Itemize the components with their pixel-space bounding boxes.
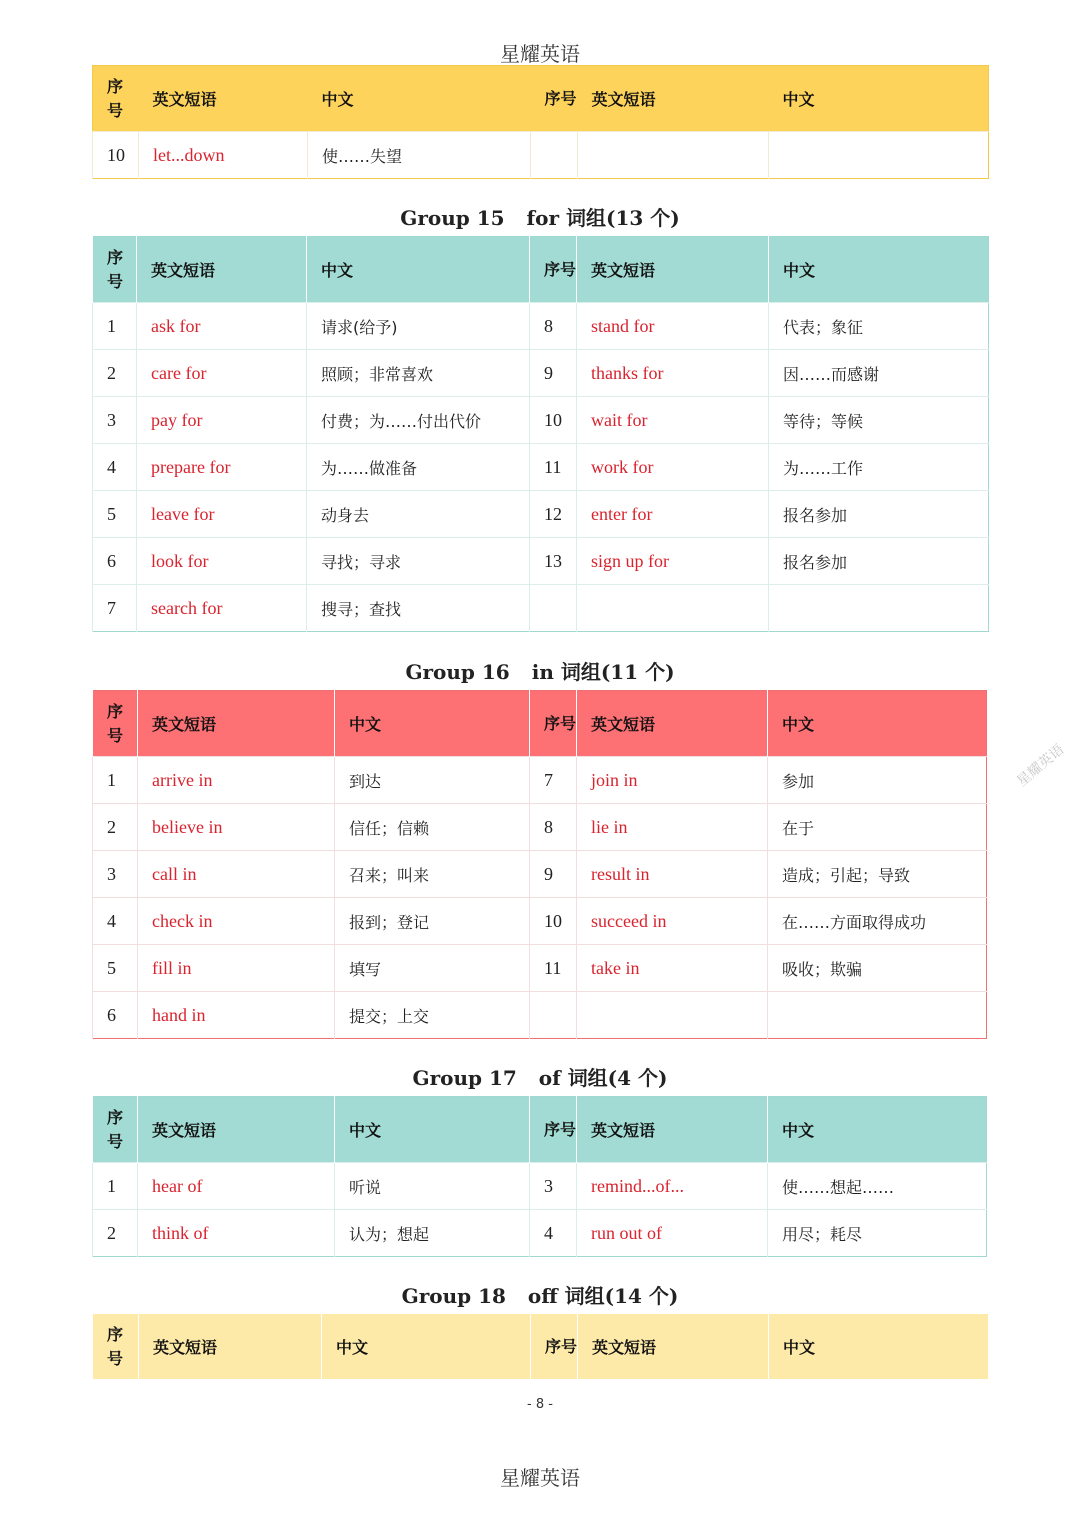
row-number: 1 (93, 303, 137, 350)
phrase-chinese: 造成；引起；导致 (768, 851, 987, 898)
table-row (93, 538, 989, 585)
phrase-chinese: 使……想起…… (768, 1163, 987, 1210)
row-number (530, 992, 577, 1039)
col-num: 序号 (531, 1314, 578, 1379)
col-meaning: 中文 (322, 1314, 531, 1379)
phrase-english: sign up for (577, 538, 769, 585)
table-row (93, 397, 989, 444)
phrase-chinese: 报到；登记 (335, 898, 530, 945)
col-num: 序号 (530, 237, 577, 303)
phrase-english: let...down (139, 132, 308, 179)
table-row (93, 1210, 987, 1257)
row-number: 4 (93, 898, 138, 945)
col-phrase: 英文短语 (137, 237, 307, 303)
row-number: 6 (93, 538, 137, 585)
phrase-english: care for (137, 350, 307, 397)
phrase-english: pay for (137, 397, 307, 444)
col-meaning: 中文 (335, 691, 530, 757)
phrase-english (578, 132, 769, 179)
phrase-chinese: 报名参加 (769, 491, 989, 538)
row-number (531, 132, 578, 179)
table-header-row (93, 1314, 988, 1379)
table-header-row (93, 691, 987, 757)
phrase-english: arrive in (138, 757, 335, 804)
row-number: 3 (93, 397, 137, 444)
col-num: 序号 (93, 1314, 139, 1379)
phrase-english: result in (577, 851, 768, 898)
col-phrase: 英文短语 (138, 1097, 335, 1163)
row-number: 8 (530, 303, 577, 350)
col-phrase: 英文短语 (139, 1314, 322, 1379)
col-meaning: 中文 (769, 66, 989, 132)
row-number: 2 (93, 350, 137, 397)
group17-title: Group 17 of 词组(4 个) (412, 1066, 668, 1090)
phrase-english: thanks for (577, 350, 769, 397)
phrase-english: look for (137, 538, 307, 585)
header-brand: 星耀英语 (500, 42, 580, 66)
row-number: 11 (530, 945, 577, 992)
phrase-chinese: 填写 (335, 945, 530, 992)
col-num: 序号 (531, 66, 578, 132)
col-meaning: 中文 (307, 237, 530, 303)
table-header-row (93, 237, 989, 303)
phrase-chinese: 请求(给予) (307, 303, 530, 350)
phrase-chinese: 使……失望 (308, 132, 531, 179)
row-number (530, 585, 577, 632)
phrase-chinese: 付费；为……付出代价 (307, 397, 530, 444)
col-phrase: 英文短语 (138, 691, 335, 757)
table-row (93, 585, 989, 632)
phrase-chinese: 在……方面取得成功 (768, 898, 987, 945)
table-row (93, 1163, 987, 1210)
phrase-english: ask for (137, 303, 307, 350)
table-row (93, 757, 987, 804)
row-number: 7 (93, 585, 137, 632)
phrase-chinese: 动身去 (307, 491, 530, 538)
row-number: 12 (530, 491, 577, 538)
phrase-english (577, 992, 768, 1039)
phrase-english: prepare for (137, 444, 307, 491)
row-number: 5 (93, 491, 137, 538)
phrase-chinese: 提交；上交 (335, 992, 530, 1039)
col-num: 序号 (93, 66, 139, 132)
phrase-chinese: 为……工作 (769, 444, 989, 491)
table-row (93, 992, 987, 1039)
phrase-chinese (768, 992, 987, 1039)
phrase-english: search for (137, 585, 307, 632)
phrase-chinese: 认为；想起 (335, 1210, 530, 1257)
row-number: 7 (530, 757, 577, 804)
col-meaning: 中文 (769, 237, 989, 303)
phrase-english: hand in (138, 992, 335, 1039)
phrase-chinese: 因……而感谢 (769, 350, 989, 397)
row-number: 10 (530, 898, 577, 945)
table-row (93, 132, 989, 179)
row-number: 8 (530, 804, 577, 851)
row-number: 10 (530, 397, 577, 444)
row-number: 3 (530, 1163, 577, 1210)
phrase-english: stand for (577, 303, 769, 350)
row-number: 6 (93, 992, 138, 1039)
phrase-chinese: 听说 (335, 1163, 530, 1210)
table-row (93, 945, 987, 992)
phrase-english (577, 585, 769, 632)
table-row (93, 491, 989, 538)
col-meaning: 中文 (308, 66, 531, 132)
col-num: 序号 (93, 1097, 138, 1163)
phrase-english: succeed in (577, 898, 768, 945)
table-group18 (92, 1314, 988, 1379)
group18-title: Group 18 off 词组(14 个) (401, 1284, 679, 1308)
phrase-chinese: 参加 (768, 757, 987, 804)
phrase-chinese: 为……做准备 (307, 444, 530, 491)
row-number: 3 (93, 851, 138, 898)
phrase-chinese: 信任；信赖 (335, 804, 530, 851)
phrase-chinese: 搜寻；查找 (307, 585, 530, 632)
table-row (93, 444, 989, 491)
page-number: - 8 - (527, 1397, 553, 1412)
phrase-chinese: 到达 (335, 757, 530, 804)
row-number: 1 (93, 1163, 138, 1210)
col-phrase: 英文短语 (139, 66, 308, 132)
col-meaning: 中文 (769, 1314, 988, 1379)
group16-title: Group 16 in 词组(11 个) (405, 660, 675, 684)
phrase-chinese: 等待；等候 (769, 397, 989, 444)
phrase-chinese: 寻找；寻求 (307, 538, 530, 585)
phrase-english: join in (577, 757, 768, 804)
table-row (93, 898, 987, 945)
col-meaning: 中文 (768, 1097, 987, 1163)
row-number: 11 (530, 444, 577, 491)
row-number: 2 (93, 1210, 138, 1257)
table-row (93, 804, 987, 851)
col-phrase: 英文短语 (578, 66, 769, 132)
phrase-chinese: 在于 (768, 804, 987, 851)
table-row (93, 303, 989, 350)
phrase-chinese (769, 585, 989, 632)
col-meaning: 中文 (768, 691, 987, 757)
col-phrase: 英文短语 (577, 691, 768, 757)
phrase-chinese: 报名参加 (769, 538, 989, 585)
phrase-english: check in (138, 898, 335, 945)
phrase-chinese: 照顾；非常喜欢 (307, 350, 530, 397)
group15-title: Group 15 for 词组(13 个) (400, 206, 680, 230)
phrase-english: enter for (577, 491, 769, 538)
phrase-english: lie in (577, 804, 768, 851)
phrase-english: work for (577, 444, 769, 491)
table-group15 (92, 236, 989, 632)
phrase-chinese: 吸收；欺骗 (768, 945, 987, 992)
phrase-english: think of (138, 1210, 335, 1257)
row-number: 1 (93, 757, 138, 804)
phrase-english: fill in (138, 945, 335, 992)
table-group16 (92, 690, 987, 1039)
phrase-english: leave for (137, 491, 307, 538)
phrase-chinese (769, 132, 989, 179)
phrase-english: call in (138, 851, 335, 898)
phrase-english: remind...of... (577, 1163, 768, 1210)
footer-brand: 星耀英语 (500, 1466, 580, 1490)
col-num: 序号 (530, 1097, 577, 1163)
phrase-chinese: 用尽；耗尽 (768, 1210, 987, 1257)
watermark: 星耀英语 (1014, 741, 1068, 790)
phrase-chinese: 代表；象征 (769, 303, 989, 350)
row-number: 9 (530, 350, 577, 397)
phrase-english: hear of (138, 1163, 335, 1210)
row-number: 13 (530, 538, 577, 585)
row-number: 9 (530, 851, 577, 898)
phrase-english: believe in (138, 804, 335, 851)
row-number: 4 (93, 444, 137, 491)
row-number: 4 (530, 1210, 577, 1257)
col-phrase: 英文短语 (577, 237, 769, 303)
table-group14-continued (92, 65, 989, 179)
col-phrase: 英文短语 (577, 1097, 768, 1163)
col-num: 序号 (93, 237, 137, 303)
row-number: 10 (93, 132, 139, 179)
phrase-english: take in (577, 945, 768, 992)
table-header-row (93, 66, 989, 132)
table-row (93, 350, 989, 397)
phrase-chinese: 召来；叫来 (335, 851, 530, 898)
col-num: 序号 (530, 691, 577, 757)
table-row (93, 851, 987, 898)
phrase-english: wait for (577, 397, 769, 444)
table-group17 (92, 1096, 987, 1257)
phrase-english: run out of (577, 1210, 768, 1257)
col-num: 序号 (93, 691, 138, 757)
row-number: 2 (93, 804, 138, 851)
col-meaning: 中文 (335, 1097, 530, 1163)
col-phrase: 英文短语 (578, 1314, 769, 1379)
table-header-row (93, 1097, 987, 1163)
row-number: 5 (93, 945, 138, 992)
